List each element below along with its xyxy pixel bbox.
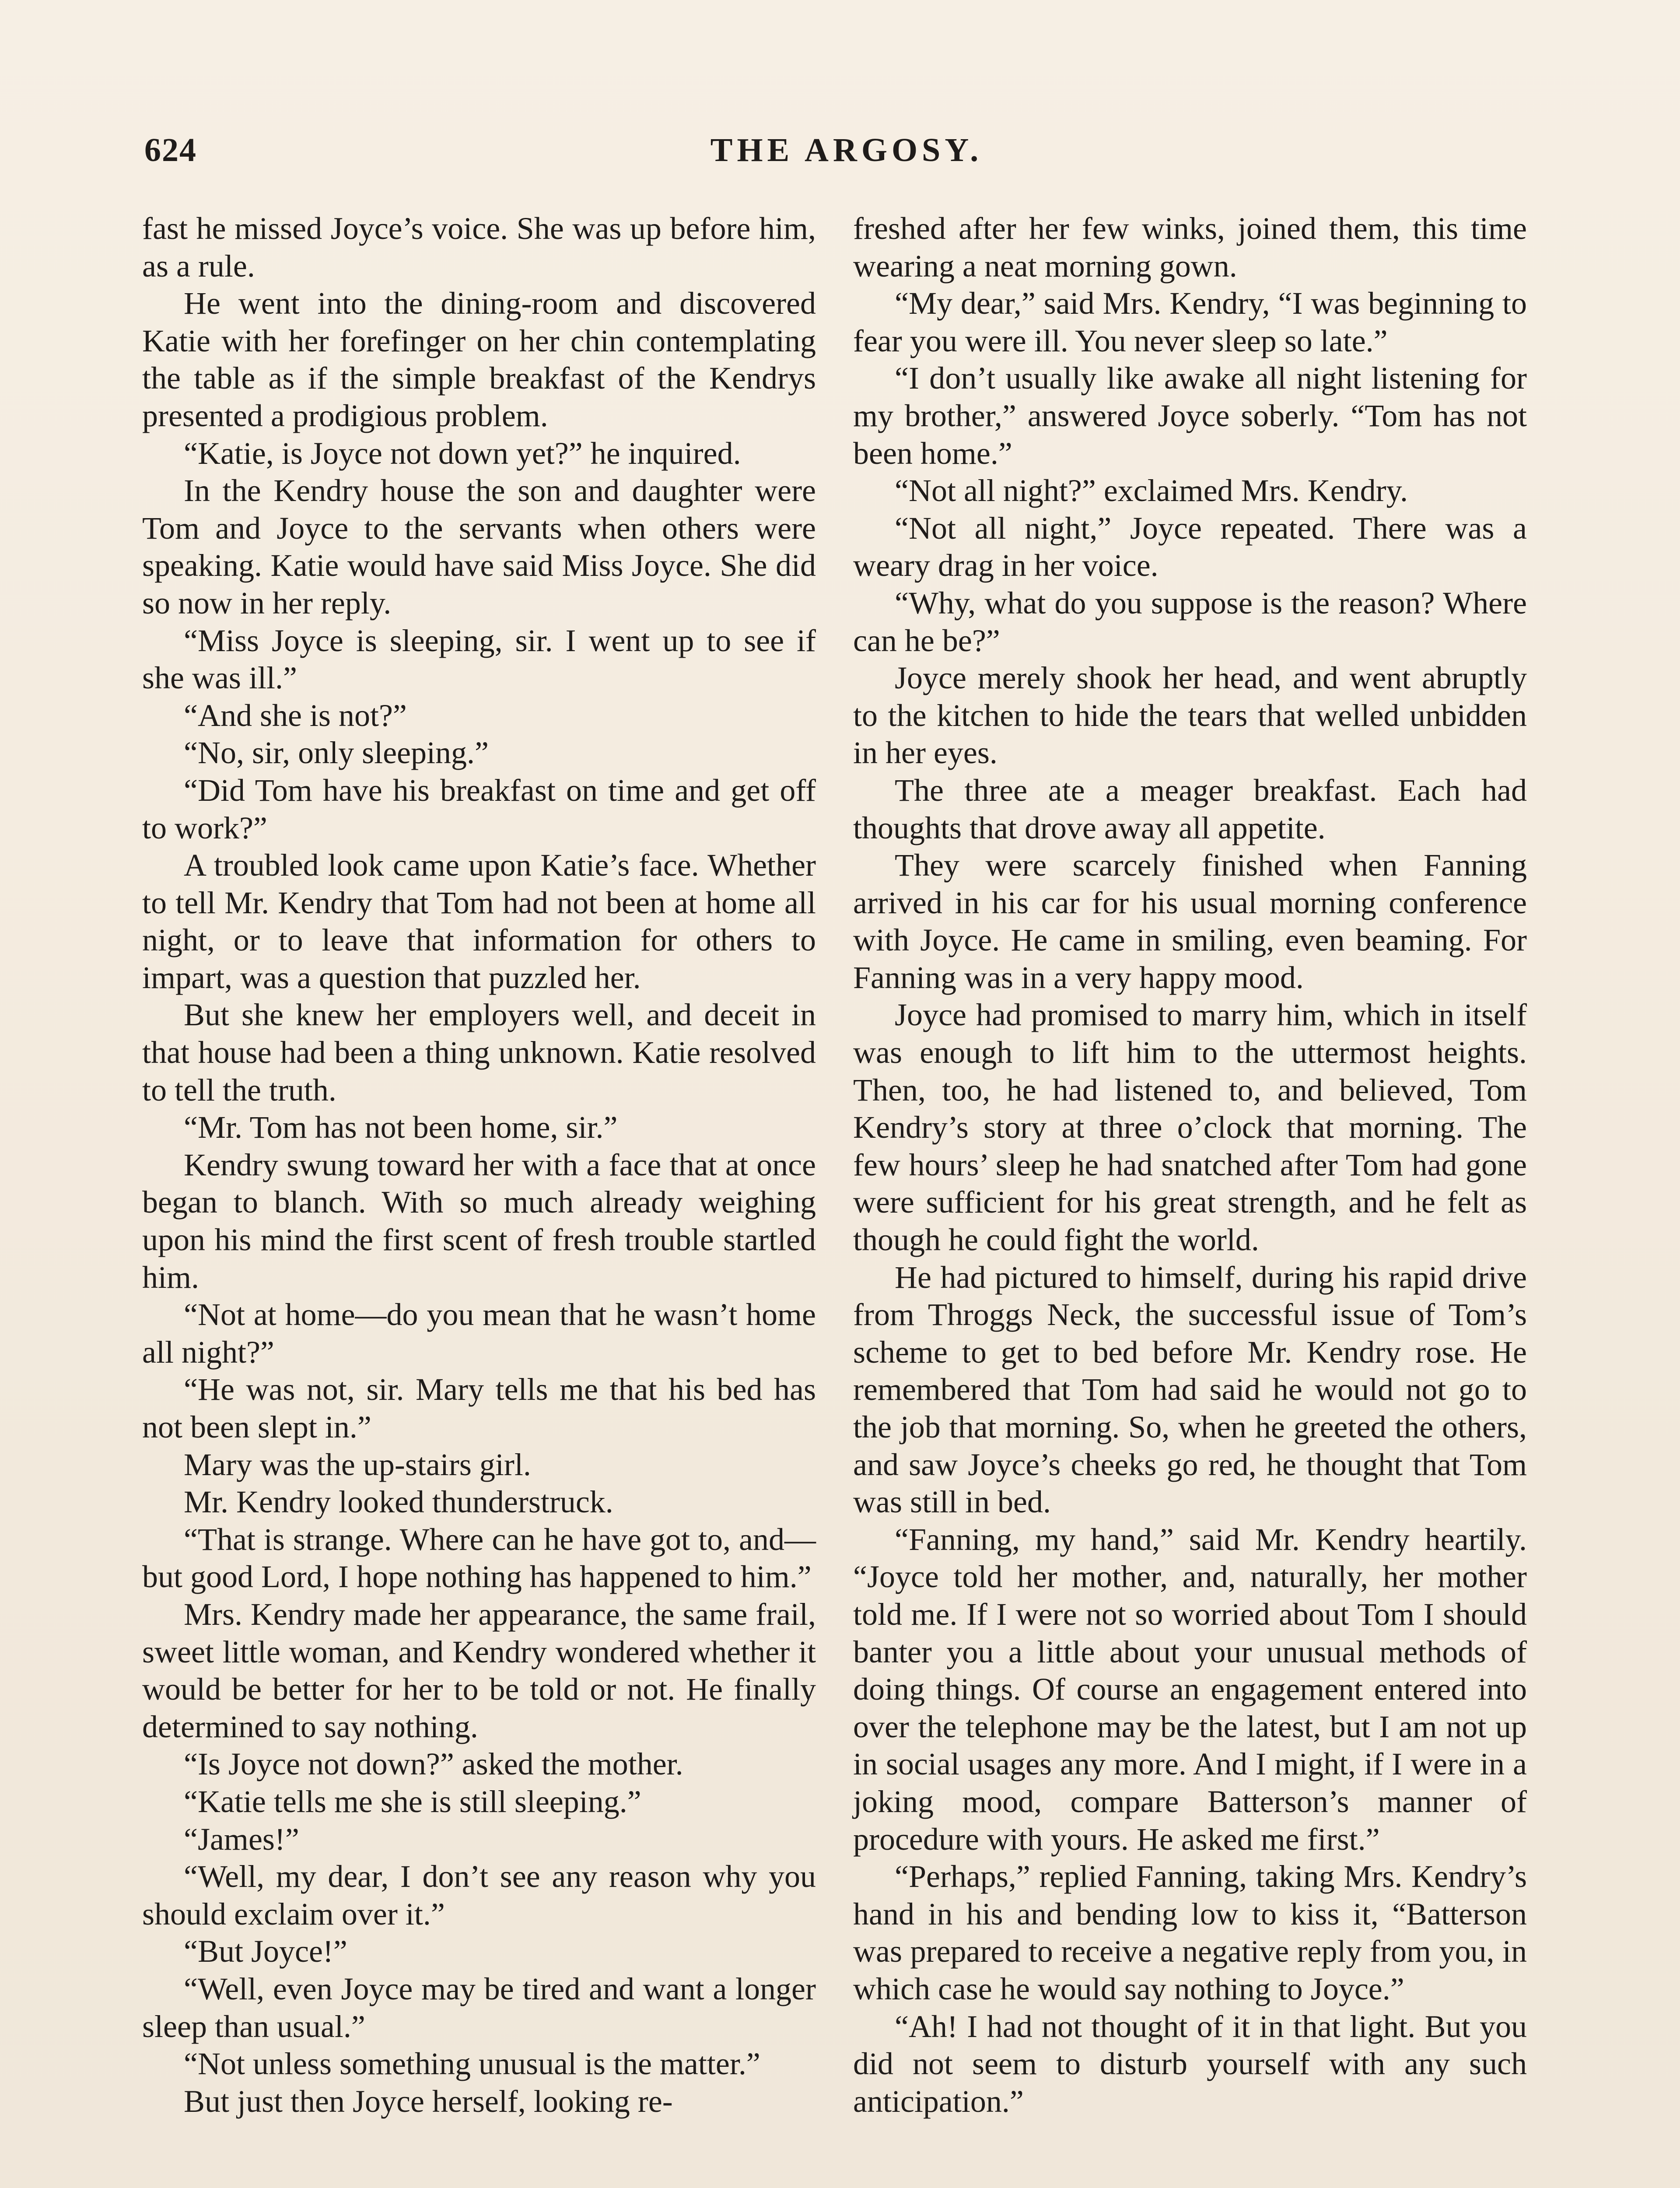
right-column (853, 210, 1527, 2120)
paragraph: But just then Joyce herself, looking re- (184, 2083, 673, 2119)
paragraph: freshed after her few winks, joined them, this time wearing a neat morning gown. (853, 211, 1527, 284)
paragraph: But she knew her employers well, and deceit in that house had been a thing unknown. Katie resolved to tell the truth. (142, 997, 816, 1108)
paragraph: Kendry swung toward her with a face that at once began to blanch. With so much already weighing upon his mind the first scent of fresh trouble startled him. (142, 1147, 816, 1295)
paragraph: “But Joyce!” (184, 1934, 347, 1969)
paragraph: “That is strange. Where can he have got to, and—but good Lord, I hope nothing has happened to him.” (142, 1522, 816, 1595)
paragraph: “Mr. Tom has not been home, sir.” (184, 1110, 618, 1145)
paragraph: “Perhaps,” replied Fanning, taking Mrs. Kendry’s hand in his and bending low to kiss it, “Batterson was prepared to receive a negative reply from you, in which case he would say nothing to Joyce.” (853, 1859, 1527, 2006)
paragraph: “He was not, sir. Mary tells me that his bed has not been slept in.” (142, 1372, 816, 1445)
paragraph: “Miss Joyce is sleeping, sir. I went up to see if she was ill.” (142, 623, 816, 696)
paragraph: “Is Joyce not down?” asked the mother. (184, 1746, 683, 1782)
paragraph: “Did Tom have his breakfast on time and get off to work?” (142, 772, 816, 845)
paragraph: “Not unless something unusual is the matter.” (184, 2046, 760, 2082)
page-header (144, 127, 1549, 179)
paragraph: “And she is not?” (184, 698, 407, 733)
paragraph: Joyce merely shook her head, and went abruptly to the kitchen to hide the tears that welled unbidden in her eyes. (853, 660, 1527, 771)
paragraph: Mr. Kendry looked thunderstruck. (184, 1484, 613, 1520)
paragraph: “No, sir, only sleeping.” (184, 735, 489, 771)
paragraph: “James!” (184, 1821, 299, 1857)
paragraph: He went into the dining-room and discovered Katie with her forefinger on her chin contemplating the table as if the simple breakfast of the Kendrys presented a prodigious problem. (142, 286, 816, 433)
paragraph: A troubled look came upon Katie’s face. Whether to tell Mr. Kendry that Tom had not been at home all night, or to leave that information for others to impart, was a question that puzzled her. (142, 848, 816, 995)
paragraph: He had pictured to himself, during his rapid drive from Throggs Neck, the successful issue of Tom’s scheme to get to bed before Mr. Kendry rose. He remembered that Tom had said he would not go to the job that morning. So, when he greeted the others, and saw Joyce’s cheeks go red, he thought that Tom was still in bed. (853, 1259, 1527, 1520)
paragraph: “Why, what do you suppose is the reason? Where can he be?” (853, 585, 1527, 658)
paragraph: The three ate a meager breakfast. Each had thoughts that drove away all appetite. (853, 772, 1527, 845)
paragraph: In the Kendry house the son and daughter were Tom and Joyce to the servants when others were speaking. Katie would have said Miss Joyce. She did so now in her reply. (142, 473, 816, 621)
paragraph: fast he missed Joyce’s voice. She was up before him, as a rule. (142, 211, 816, 284)
paragraph: “I don’t usually like awake all night listening for my brother,” answered Joyce soberly. “Tom has not been home.” (853, 361, 1527, 471)
paragraph: “Not all night?” exclaimed Mrs. Kendry. (895, 473, 1408, 508)
paragraph: They were scarcely finished when Fanning arrived in his car for his usual morning conference with Joyce. He came in smiling, even beaming. For Fanning was in a very happy mood. (853, 848, 1527, 995)
left-column (142, 210, 816, 2120)
paragraph: Joyce had promised to marry him, which in itself was enough to lift him to the uttermost heights. Then, too, he had listened to, and believed, Tom Kendry’s story at three o’clock that morning. The few hours’ sleep he had snatched after Tom had gone were sufficient for his great strength, and he felt as though he could fight the world. (853, 997, 1527, 1258)
paragraph: “Well, even Joyce may be tired and want a longer sleep than usual.” (142, 1971, 816, 2044)
paragraph: “Katie, is Joyce not down yet?” he inquired. (184, 435, 741, 471)
running-head: THE ARGOSY. (710, 132, 983, 168)
paragraph: “Well, my dear, I don’t see any reason why you should exclaim over it.” (142, 1859, 816, 1932)
paragraph: Mary was the up-stairs girl. (184, 1447, 531, 1482)
paragraph: “Not at home—do you mean that he wasn’t home all night?” (142, 1297, 816, 1370)
paragraph: “My dear,” said Mrs. Kendry, “I was beginning to fear you were ill. You never sleep so late.” (853, 286, 1527, 358)
paragraph: “Not all night,” Joyce repeated. There was a weary drag in her voice. (853, 510, 1527, 583)
paragraph: “Fanning, my hand,” said Mr. Kendry heartily. “Joyce told her mother, and, naturally, her mother told me. If I were not so worried about Tom I should banter you a little about your unusual methods of doing things. Of course an engagement entered into over the telephone may be the latest, but I am not up in social usages any more. And I might, if I were in a joking mood, compare Batterson’s manner of procedure with yours. He asked me first.” (853, 1522, 1527, 1857)
paragraph: “Ah! I had not thought of it in that light. But you did not seem to disturb yourself with any such anticipation.” (853, 2009, 1527, 2119)
paragraph: Mrs. Kendry made her appearance, the same frail, sweet little woman, and Kendry wondered whether it would be better for her to be told or not. He finally determined to say nothing. (142, 1596, 816, 1744)
paragraph: “Katie tells me she is still sleeping.” (184, 1784, 641, 1819)
page-number: 624 (144, 132, 197, 168)
